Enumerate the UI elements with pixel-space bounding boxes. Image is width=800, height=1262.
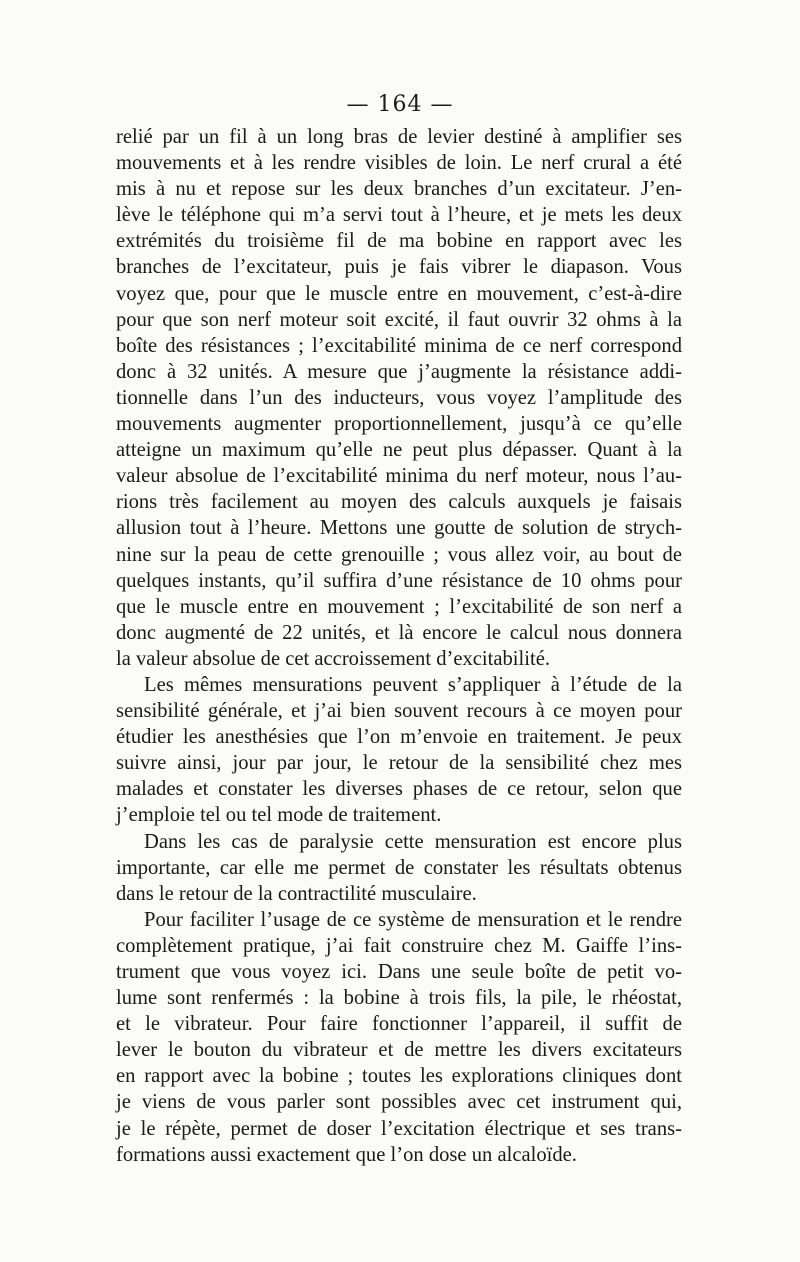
text-line: en rapport avec la bobine ; toutes les explorations cliniques dont [116, 1065, 682, 1088]
text-line: donc augmenté de 22 unités, et là encore le calcul nous donnera [116, 621, 682, 644]
text-line: voyez que, pour que le muscle entre en mouvement, c’est-à-dire [116, 282, 682, 305]
text-line: boîte des résistances ; l’excitabilité minima de ce nerf correspond [116, 334, 682, 357]
text-line: malades et constater les diverses phases de ce retour, selon que [116, 778, 682, 801]
text-line: complètement pratique, j’ai fait construire chez M. Gaiffe l’ins- [116, 934, 682, 957]
text-line: étudier les anesthésies que l’on m’envoie en traitement. Je peux [116, 726, 682, 749]
text-line: que le muscle entre en mouvement ; l’excitabilité de son nerf a [116, 595, 682, 618]
text-line: relié par un fil à un long bras de levier destiné à amplifier ses [116, 126, 682, 148]
text-line: lever le bouton du vibrateur et de mettre les divers excitateurs [116, 1039, 682, 1062]
paragraph-2 [116, 672, 682, 829]
text-line: valeur absolue de l’excitabilité minima du nerf moteur, nous l’au- [116, 465, 682, 488]
page-number: — 164 — [346, 92, 454, 117]
text-line: j’emploie tel ou tel mode de traitement. [116, 804, 442, 827]
text-line: extrémités du troisième fil de ma bobine en rapport avec les [116, 230, 682, 253]
text-line: nine sur la peau de cette grenouille ; vous allez voir, au bout de [116, 543, 682, 566]
text-line: je viens de vous parler sont possibles avec cet instrument qui, [116, 1091, 682, 1114]
text-line: donc à 32 unités. A mesure que j’augmente la résistance addi- [116, 360, 682, 383]
paragraph-4 [116, 907, 682, 1168]
text-line: sensibilité générale, et j’ai bien souvent recours à ce moyen pour [116, 700, 682, 723]
text-line: mis à nu et repose sur les deux branches d’un excitateur. J’en- [116, 178, 682, 201]
text-line: pour que son nerf moteur soit excité, il faut ouvrir 32 ohms à la [116, 308, 682, 331]
paragraph-3 [116, 829, 682, 907]
text-line: lume sont renfermés : la bobine à trois fils, la pile, le rhéostat, [116, 987, 682, 1010]
text-line: allusion tout à l’heure. Mettons une goutte de solution de strych- [116, 517, 682, 540]
text-line: rions très facilement au moyen des calculs auxquels je faisais [116, 491, 682, 514]
text-line: mouvements et à les rendre visibles de loin. Le nerf crural a été [116, 152, 682, 175]
text-line: tionnelle dans l’un des inducteurs, vous voyez l’amplitude des [116, 386, 682, 409]
body-text [116, 124, 682, 1168]
text-line: trument que vous voyez ici. Dans une seule boîte de petit vo- [116, 961, 682, 983]
text-line: importante, car elle me permet de constater les résultats obtenus [116, 856, 682, 879]
text-line: mouvements augmenter proportionnellement, jusqu’à ce qu’elle [116, 413, 682, 436]
text-line: branches de l’excitateur, puis je fais vibrer le diapason. Vous [116, 256, 682, 279]
text-line: dans le retour de la contractilité musculaire. [116, 882, 477, 905]
text-line: la valeur absolue de cet accroissement d’excitabilité. [116, 647, 550, 670]
text-line: formations aussi exactement que l’on dose un alcaloïde. [116, 1143, 577, 1166]
text-line: et le vibrateur. Pour faire fonctionner l’appareil, il suffit de [116, 1013, 682, 1036]
text-line: atteigne un maximum qu’elle ne peut plus dépasser. Quant à la [116, 439, 682, 462]
text-line: lève le téléphone qui m’a servi tout à l’heure, et je mets les deux [116, 204, 682, 227]
text-line: Pour faciliter l’usage de ce système de mensuration et le rendre [144, 908, 682, 931]
text-line: Dans les cas de paralysie cette mensuration est encore plus [144, 830, 682, 853]
text-line: je le répète, permet de doser l’excitation électrique et ses trans- [116, 1117, 682, 1140]
text-line: suivre ainsi, jour par jour, le retour de la sensibilité chez mes [116, 752, 682, 775]
text-line: quelques instants, qu’il suffira d’une résistance de 10 ohms pour [116, 569, 682, 592]
text-line: Les mêmes mensurations peuvent s’appliquer à l’étude de la [144, 673, 682, 696]
paragraph-1 [116, 124, 682, 672]
